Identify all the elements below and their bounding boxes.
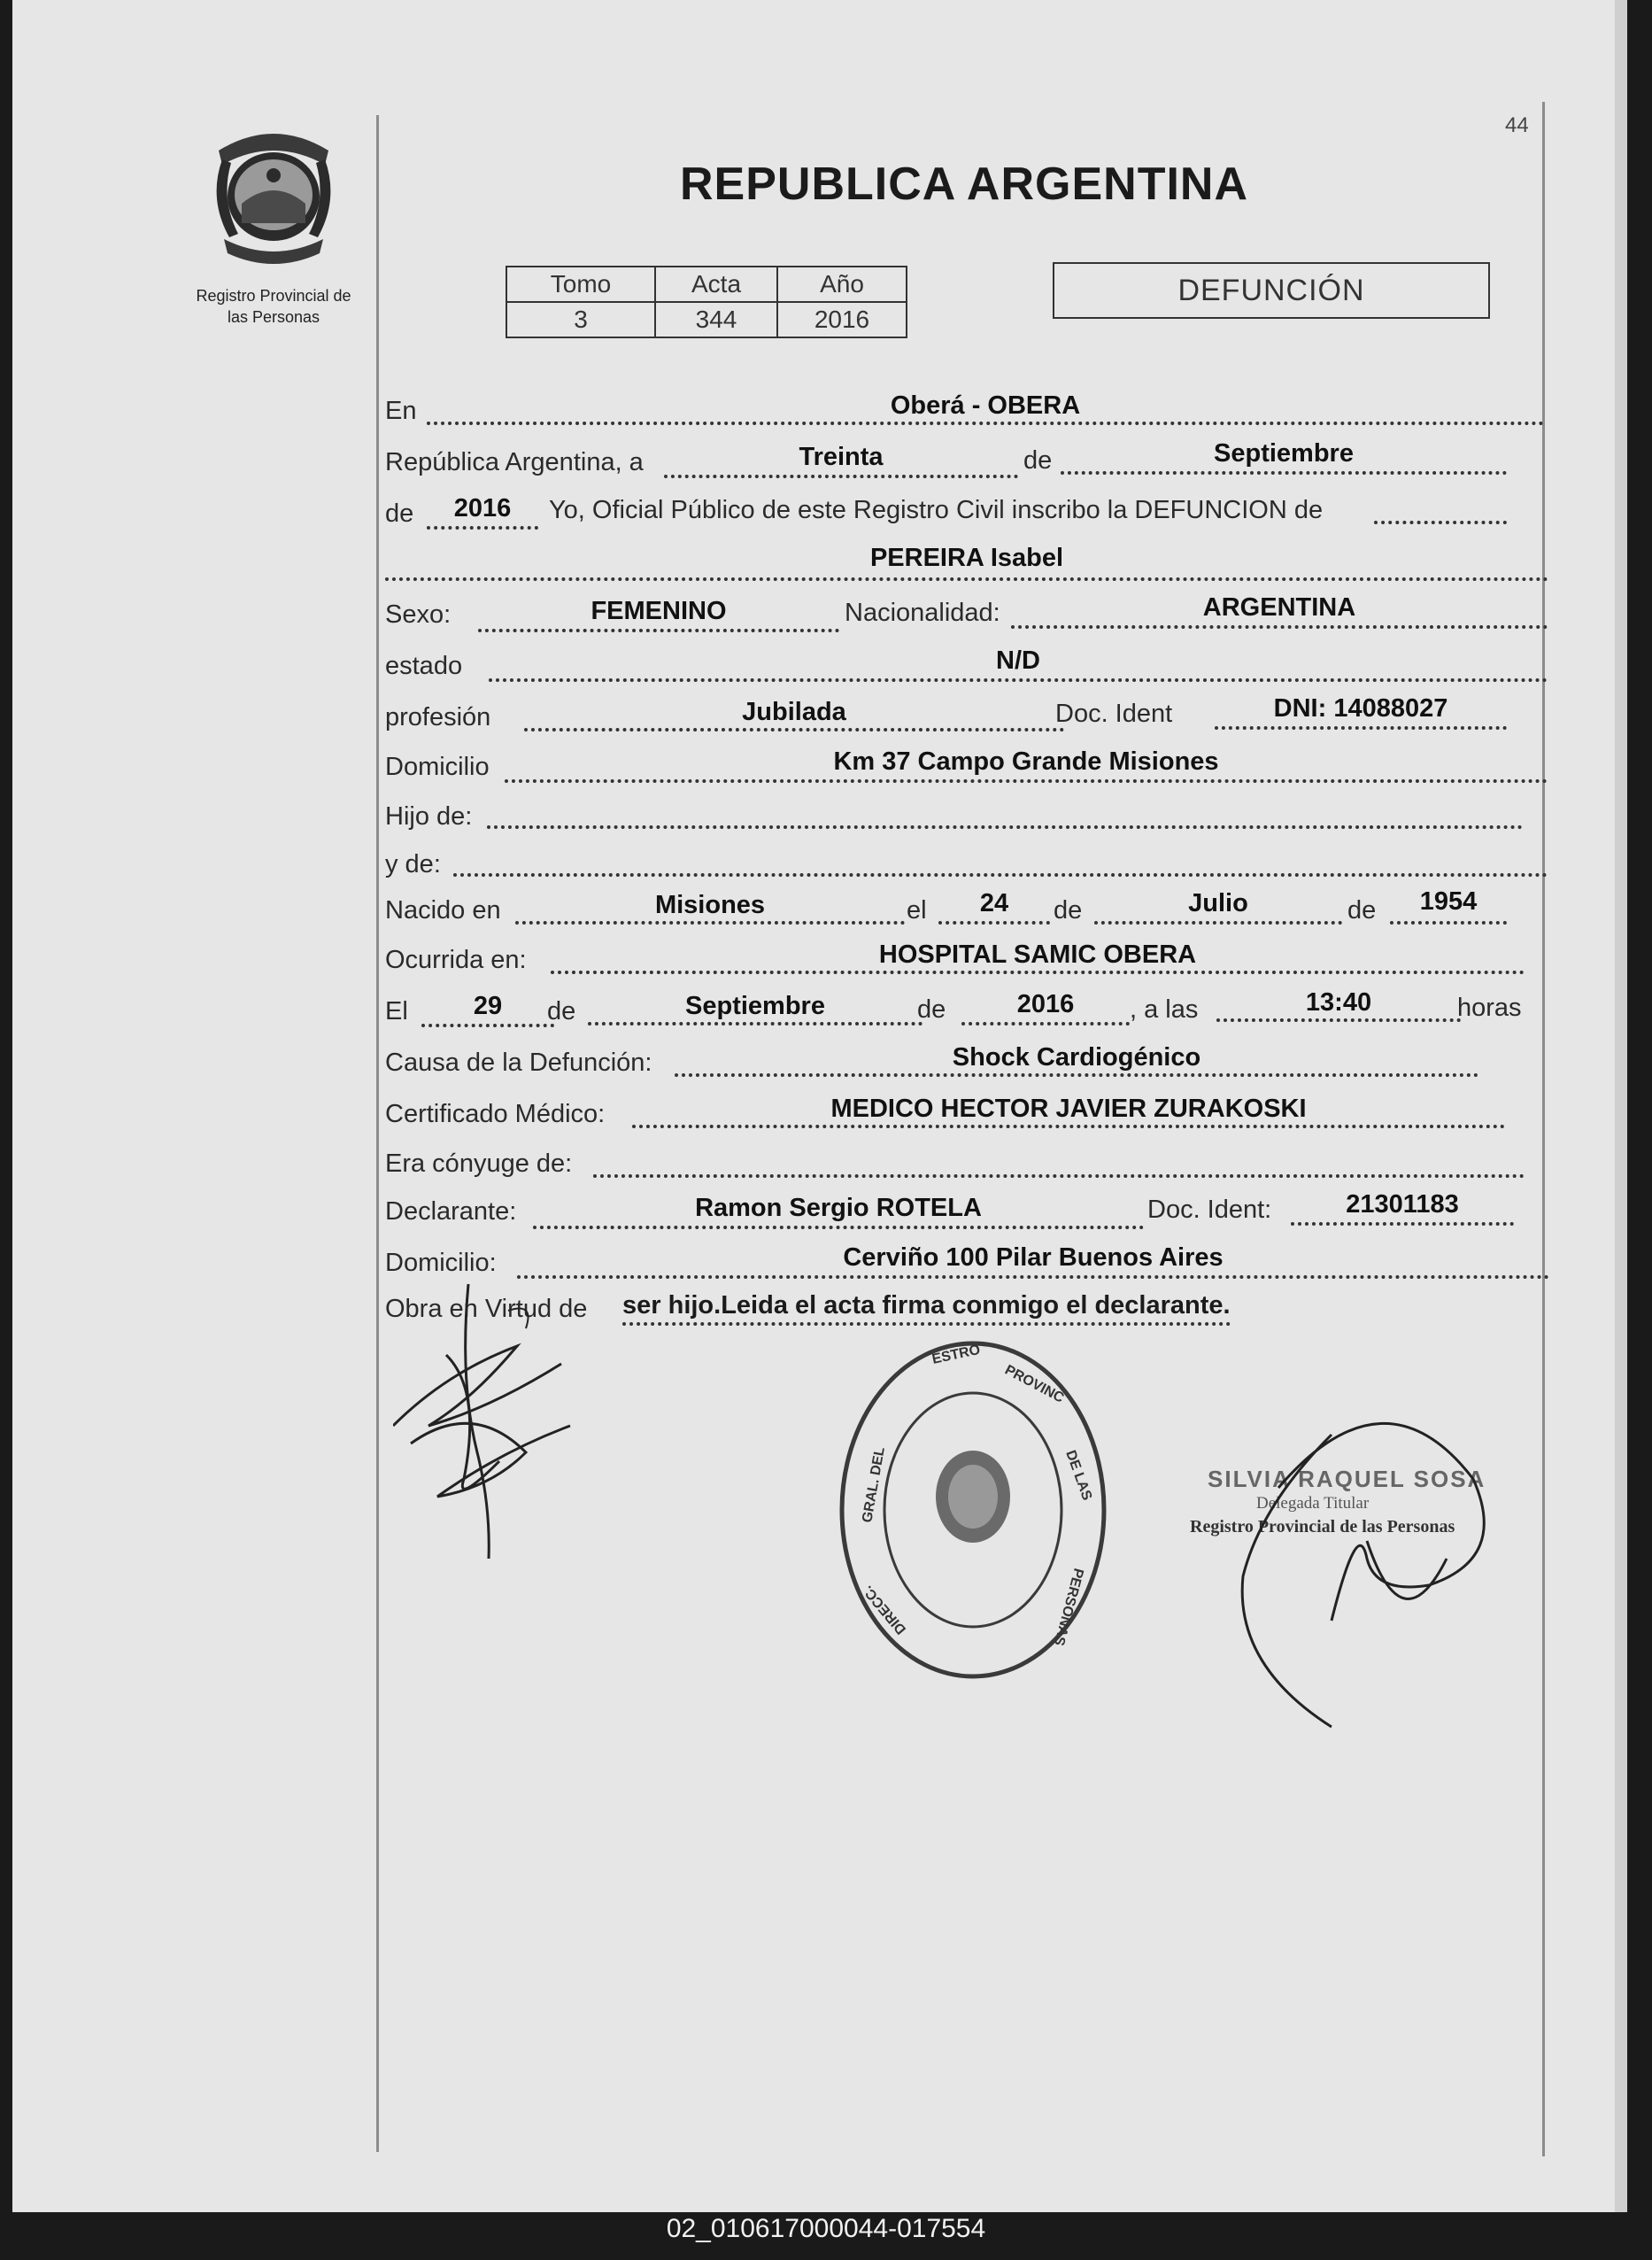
registry-label-line1: Registro Provincial de — [196, 287, 351, 305]
declarant-doc-value: 21301183 — [1346, 1190, 1459, 1219]
label-de-death-year: de — [917, 995, 946, 1024]
declarant-address-line — [517, 1275, 1549, 1279]
label-obra: Obra en Virtud de — [385, 1295, 588, 1323]
label-de-birth-year: de — [1347, 896, 1377, 925]
profession-value: Jubilada — [742, 698, 846, 726]
document-title: REPUBLICA ARGENTINA — [679, 159, 1249, 210]
label-sexo: Sexo: — [385, 600, 452, 629]
address-value: Km 37 Campo Grande Misiones — [833, 747, 1219, 776]
anio-header: Año — [777, 267, 907, 302]
birth-month-value: Julio — [1188, 889, 1248, 917]
anio-value: 2016 — [777, 302, 907, 337]
declarant-signature-icon — [393, 1275, 597, 1567]
profession-line — [524, 728, 1064, 731]
year-line — [427, 526, 538, 530]
label-doc-ident: Doc. Ident — [1055, 700, 1173, 728]
label-declarante: Declarante: — [385, 1197, 517, 1226]
label-el-birth: el — [907, 896, 927, 925]
day-line — [664, 475, 1018, 478]
cause-line — [675, 1073, 1478, 1077]
month-value: Septiembre — [1214, 439, 1354, 468]
death-place-line — [551, 971, 1525, 974]
label-causa: Causa de la Defunción: — [385, 1049, 652, 1077]
death-day-line — [421, 1024, 554, 1027]
year-value: 2016 — [453, 494, 512, 522]
declarant-doc-line — [1291, 1222, 1514, 1226]
birth-month-line — [1094, 921, 1342, 925]
svg-text:GRAL. DEL: GRAL. DEL — [860, 1445, 888, 1524]
registry-label-line2: las Personas — [227, 308, 320, 326]
registry-seal-icon — [836, 1337, 1110, 1683]
place-line — [427, 422, 1544, 425]
svg-text:PROVINC: PROVINC — [1002, 1362, 1067, 1406]
birth-year-value: 1954 — [1419, 887, 1478, 916]
official-name: SILVIA RAQUEL SOSA — [1208, 1466, 1486, 1492]
death-month-line — [588, 1022, 922, 1026]
label-de-year: de — [385, 499, 414, 528]
label-declarant-doc: Doc. Ident: — [1147, 1196, 1272, 1224]
svg-text:ESTRO: ESTRO — [930, 1342, 982, 1367]
province-crest-icon — [203, 124, 344, 270]
record-number-table — [506, 266, 907, 338]
birth-day-value: 24 — [979, 889, 1009, 917]
label-certificado: Certificado Médico: — [385, 1100, 606, 1128]
deceased-name: PEREIRA Isabel — [869, 544, 1064, 572]
certificate-value: MEDICO HECTOR JAVIER ZURAKOSKI — [830, 1095, 1307, 1123]
declarant-address-value: Cerviño 100 Pilar Buenos Aires — [843, 1243, 1224, 1272]
death-time-line — [1216, 1018, 1461, 1022]
label-de-birth-month: de — [1054, 896, 1083, 925]
record-type-box: DEFUNCIÓN — [1053, 262, 1490, 319]
svg-text:DIRECC.: DIRECC. — [860, 1583, 910, 1637]
address-line — [505, 779, 1548, 783]
doc-line — [1215, 726, 1507, 730]
father-line — [487, 825, 1523, 829]
svg-text:PERSONAS: PERSONAS — [1050, 1566, 1086, 1648]
label-ocurrida-en: Ocurrida en: — [385, 946, 527, 974]
page-number: 44 — [1505, 113, 1529, 137]
mother-line — [453, 873, 1548, 877]
sex-line — [478, 629, 839, 632]
place-value: Oberá - OBERA — [890, 391, 1081, 420]
nationality-value: ARGENTINA — [1202, 593, 1356, 622]
official-signature-icon — [1225, 1382, 1509, 1736]
label-yo-oficial: Yo, Oficial Público de este Registro Civil inscribo la DEFUNCION de — [549, 496, 1324, 524]
label-declarant-domicilio: Domicilio: — [385, 1249, 497, 1277]
acta-value: 344 — [655, 302, 777, 337]
label-estado: estado — [385, 652, 463, 680]
civil-status-value: N/D — [996, 646, 1040, 675]
registry-label — [167, 285, 380, 328]
acta-header: Acta — [655, 267, 777, 302]
birth-place-line — [515, 921, 905, 925]
tomo-value: 3 — [506, 302, 655, 337]
declarant-line — [533, 1226, 1144, 1229]
birth-day-line — [938, 921, 1050, 925]
day-value: Treinta — [799, 443, 884, 471]
label-hijo-de: Hijo de: — [385, 802, 473, 831]
death-day-value: 29 — [473, 992, 503, 1020]
label-horas: horas — [1457, 994, 1522, 1022]
deceased-line-start — [1374, 521, 1507, 524]
label-nacido-en: Nacido en — [385, 896, 501, 925]
cause-value: Shock Cardiogénico — [952, 1043, 1201, 1072]
scan-id: 02_010617000044-017554 — [666, 2214, 986, 2243]
closing-statement: ser hijo.Leida el acta firma conmigo el declarante. — [622, 1291, 1231, 1326]
svg-text:DE LAS: DE LAS — [1062, 1448, 1095, 1503]
label-de-month: de — [1023, 446, 1053, 475]
sex-value: FEMENINO — [591, 597, 727, 625]
document-page — [12, 0, 1627, 2212]
certificate-line — [632, 1125, 1505, 1128]
label-conyuge: Era cónyuge de: — [385, 1149, 573, 1178]
label-republica: República Argentina, a — [385, 448, 644, 476]
label-de-death-month: de — [547, 997, 576, 1026]
birth-year-line — [1390, 921, 1507, 925]
death-month-value: Septiembre — [685, 992, 825, 1020]
label-en: En — [385, 397, 417, 425]
death-year-line — [961, 1022, 1130, 1026]
tomo-header: Tomo — [506, 267, 655, 302]
label-a-las: , a las — [1130, 995, 1199, 1024]
label-domicilio: Domicilio — [385, 753, 490, 781]
nationality-line — [1011, 625, 1548, 629]
official-office: Registro Provincial de las Personas — [1190, 1517, 1455, 1536]
label-profesion: profesión — [385, 703, 491, 731]
civil-status-line — [489, 678, 1548, 682]
death-place-value: HOSPITAL SAMIC OBERA — [878, 940, 1197, 969]
death-time-value: 13:40 — [1305, 988, 1372, 1017]
official-role: Delegada Titular — [1256, 1494, 1370, 1513]
spouse-line — [593, 1174, 1525, 1178]
birth-place-value: Misiones — [654, 891, 766, 919]
death-year-value: 2016 — [1016, 990, 1075, 1018]
left-margin-rule — [376, 115, 379, 2152]
label-y-de: y de: — [385, 850, 441, 878]
deceased-line — [385, 577, 1548, 581]
doc-value: DNI: 14088027 — [1273, 694, 1448, 723]
label-nacionalidad: Nacionalidad: — [845, 599, 1000, 627]
label-el-death: El — [385, 997, 408, 1026]
declarant-value: Ramon Sergio ROTELA — [695, 1194, 982, 1222]
month-line — [1061, 471, 1507, 475]
